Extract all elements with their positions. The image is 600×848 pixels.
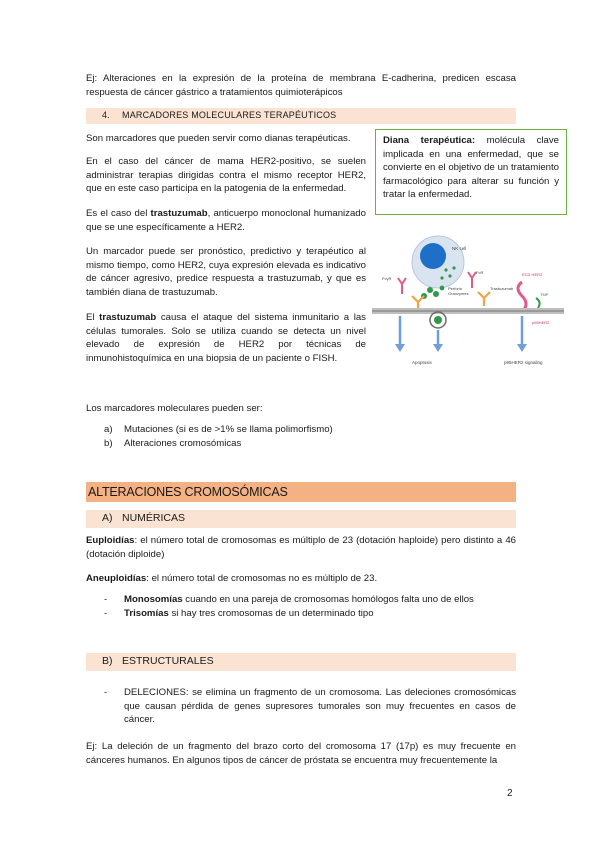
section-a-title: NUMÉRICAS: [122, 512, 186, 524]
para-ataque-inmune: El trastuzumab causa el ataque del sistema inmunitario a las células tumorales. Solo se utiliza cuando se detecta un nivel elevado de expresión de HER2 por técnicas de inmunohistoquímica en una biopsia de un paciente o FISH.: [86, 312, 366, 364]
euploidias-definition: Euploidías: el número total de cromosomas es múltiplo de 23 (dotación haploide) pero distinto a 46 (dotación diploide): [86, 535, 516, 560]
para-marcador-hibrido: Un marcador puede ser pronóstico, predictivo y terapéutico al mismo tiempo, como HER2, cuya expresión elevada es indicativo de cáncer agresivo, predice respuesta a trastuzumab, y que es también diana de trastuzumab.: [86, 246, 366, 298]
her2-receptor-shape: [518, 282, 526, 312]
fc-receptor-left-shape: [398, 278, 406, 294]
markers-intro: Los marcadores moleculares pueden ser:: [86, 403, 263, 414]
trastuzumab-mechanism-figure: [372, 232, 564, 372]
intro-example: Ej: Alteraciones en la expresión de la proteína de membrana E-cadherina, predicen escasa respuesta de cáncer gástrico a tratamientos quimioterápicos: [86, 73, 516, 98]
aneuploidias-definition: Aneuploidías: el número total de cromosomas no es múltiplo de 23.: [86, 573, 378, 584]
tmp-shape: [536, 298, 540, 308]
her2-label: ECD HER2: [522, 272, 543, 277]
fcr-label: FcR: [476, 270, 484, 275]
section-4-heading: [86, 108, 516, 124]
callout-diana-terapeutica: [375, 129, 567, 215]
nk-cell-label: NK cell: [452, 246, 467, 251]
apoptosis-label: Apoptosis: [412, 360, 432, 365]
antibody-right-shape: [478, 292, 490, 306]
page-number: 2: [507, 788, 513, 799]
list-item: - Monosomías cuando en una pareja de cromosomas homólogos falta uno de ellos: [104, 594, 474, 605]
fcgr-label: FcγR: [382, 276, 392, 281]
section-a-heading: [86, 510, 516, 528]
section-4-title: MARCADORES MOLECULARES TERAPÉUTICOS: [122, 110, 337, 120]
markers-list: [104, 423, 504, 450]
antibody-label: Trastuzumab: [490, 286, 514, 291]
list-item: b) Alteraciones cromosómicas: [104, 437, 242, 449]
final-example: Ej: La deleción de un fragmento del brazo corto del cromosoma 17 (17p) es muy frecuente en cánceres humanos. En algunos tipos de cáncer de próstata se encuentra muy frecuentemente la: [86, 741, 516, 766]
tmp-label: TMP: [540, 292, 549, 297]
aneuploidias-list: [104, 593, 514, 620]
chapter-heading: [86, 482, 516, 502]
antibody-left-shape: [412, 296, 424, 310]
signaling-label: p95HER2 signaling: [504, 360, 543, 365]
chapter-title: ALTERACIONES CROMOSÓMICAS: [88, 485, 288, 499]
para-dianas: Son marcadores que pueden servir como dianas terapéuticas.: [86, 133, 351, 144]
para-trastuzumab: Es el caso del trastuzumab, anticuerpo monoclonal humanizado que se une específicamente a HER2.: [86, 208, 366, 233]
list-item: - Trisomías si hay tres cromosomas de un determinado tipo: [104, 607, 374, 619]
section-a-marker: A): [102, 512, 113, 524]
list-item: a) Mutaciones (si es de >1% se llama polimorfismo): [104, 424, 333, 435]
fc-receptor-right-shape: [468, 272, 476, 288]
p95-label: p95HER2: [532, 320, 550, 325]
perforin-label: Perforin: [448, 286, 463, 291]
section-b-title: ESTRUCTURALES: [122, 655, 214, 667]
deleciones-item: - DELECIONES: se elimina un fragmento de un cromosoma. Las deleciones cromosómicas que causan pérdida de genes supresores tumorales son muy frecuentes en casos de cáncer.: [104, 687, 516, 726]
para-her2: En el caso del cáncer de mama HER2-positivo, se suelen administrar terapias dirigidas contra el mismo receptor HER2, que en este caso participa en la patogenia de la enfermedad.: [86, 156, 366, 195]
section-4-number: 4.: [102, 110, 110, 120]
granzymes-label: Granzymes: [448, 291, 469, 296]
section-b-marker: B): [102, 655, 113, 667]
deleciones-text: DELECIONES: se elimina un fragmento de un cromosoma. Las deleciones cromosómicas que causan pérdida de genes supresores tumorales son muy frecuentes en casos de cáncer.: [124, 687, 516, 726]
section-b-heading: [86, 653, 516, 671]
callout-text: Diana terapéutica: molécula clave implicada en una enfermedad, que se convierte en el objetivo de un tratamiento farmacológico para alterar su función y tratar la enfermedad.: [383, 135, 559, 201]
nk-nucleus-shape: [420, 243, 446, 269]
